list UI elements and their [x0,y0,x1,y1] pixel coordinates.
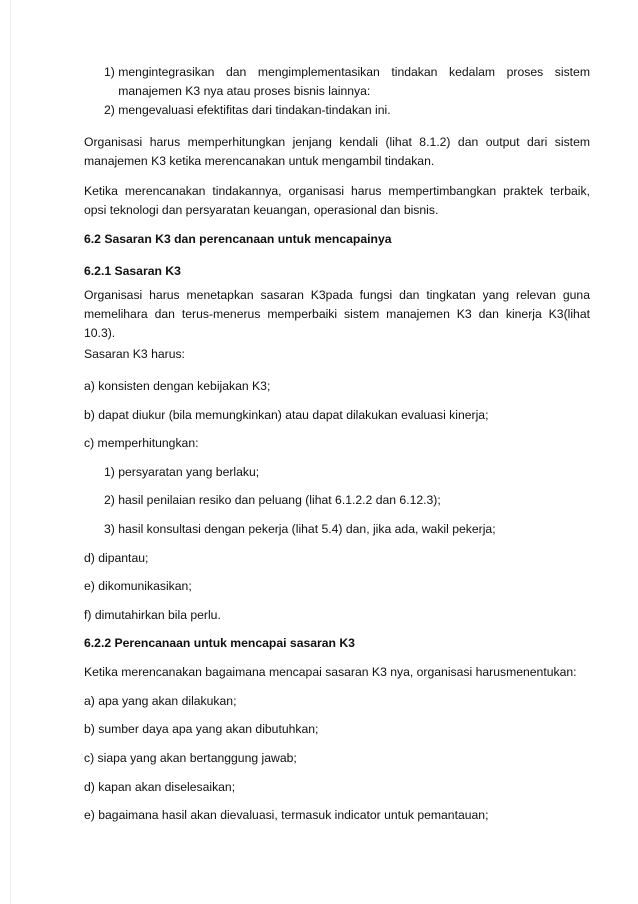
sub-list-item [104,520,590,539]
item-text: hasil konsultasi dengan pekerja (lihat 5.4) dan, jika ada, wakil pekerja; [118,522,496,536]
item-text: sumber daya apa yang akan dibutuhkan; [98,722,319,736]
list-item [84,778,590,797]
item-label: 2) [104,103,115,117]
page-edge-line [10,0,11,904]
paragraph: Sasaran K3 harus: [84,347,185,361]
sub-list-item [104,463,590,482]
item-label: 2) [104,493,115,507]
paragraph: Ketika merencanakan tindakannya, organisasi harus mempertimbangkan praktek terbaik, opsi teknologi dan persyaratan keuangan, operasional dan bisnis. [84,184,590,217]
list-item [84,406,590,425]
section-heading: 6.2 Sasaran K3 dan perencanaan untuk mencapainya [84,232,392,246]
list-item [84,806,590,825]
item-text: kapan akan diselesaikan; [98,780,236,794]
item-label: c) [84,751,95,765]
item-label: d) [84,551,95,565]
item-label: 1) [104,65,115,79]
item-label: f) [84,608,92,622]
item-text: mengintegrasikan dan mengimplementasikan tindakan kedalam proses sistem manajemen K3 nya atau proses bisnis lainnya: [118,65,590,98]
item-label: 1) [104,465,115,479]
item-text: hasil penilaian resiko dan peluang (lihat 6.1.2.2 dan 6.12.3); [118,493,441,507]
sub-list-item [104,491,590,510]
item-text: memperhitungkan: [97,436,199,450]
item-label: d) [84,780,95,794]
subsection-heading: 6.2.2 Perencanaan untuk mencapai sasaran K3 [84,636,355,650]
item-label: e) [84,579,95,593]
item-text: bagaimana hasil akan dievaluasi, termasuk indicator untuk pemantauan; [98,808,489,822]
list-item [84,549,590,568]
item-text: dimutahirkan bila perlu. [94,608,221,622]
sub-item-1 [104,63,590,101]
item-label: e) [84,808,95,822]
item-text: persyaratan yang berlaku; [118,465,260,479]
item-text: dipantau; [98,551,149,565]
paragraph: Organisasi harus memperhitungkan jenjang kendali (lihat 8.1.2) dan output dari sistem manajemen K3 ketika merencanakan untuk mengambil tindakan. [84,135,590,168]
item-label: b) [84,408,95,422]
item-text: dapat diukur (bila memungkinkan) atau dapat dilakukan evaluasi kinerja; [98,408,489,422]
item-label: c) [84,436,95,450]
list-item [84,434,590,453]
list-item [84,692,590,711]
item-text: siapa yang akan bertanggung jawab; [97,751,297,765]
item-label: 3) [104,522,115,536]
sub-item-2 [104,101,590,120]
paragraph: Organisasi harus menetapkan sasaran K3pada fungsi dan tingkatan yang relevan guna memelihara dan terus-menerus memperbaiki sistem manajemen K3 dan kinerja K3(lihat 10.3). [84,288,590,340]
item-text: dikomunikasikan; [98,579,192,593]
item-label: a) [84,694,95,708]
item-label: b) [84,722,95,736]
list-item [84,606,590,625]
subsection-heading: 6.2.1 Sasaran K3 [84,264,181,278]
list-item [84,577,590,596]
paragraph: Ketika merencanakan bagaimana mencapai sasaran K3 nya, organisasi harusmenentukan: [84,665,577,679]
item-label: a) [84,379,95,393]
item-text: konsisten dengan kebijakan K3; [98,379,271,393]
item-text: apa yang akan dilakukan; [98,694,237,708]
list-item [84,377,590,396]
list-item [84,749,590,768]
item-text: mengevaluasi efektifitas dari tindakan-tindakan ini. [118,103,391,117]
list-item [84,720,590,739]
